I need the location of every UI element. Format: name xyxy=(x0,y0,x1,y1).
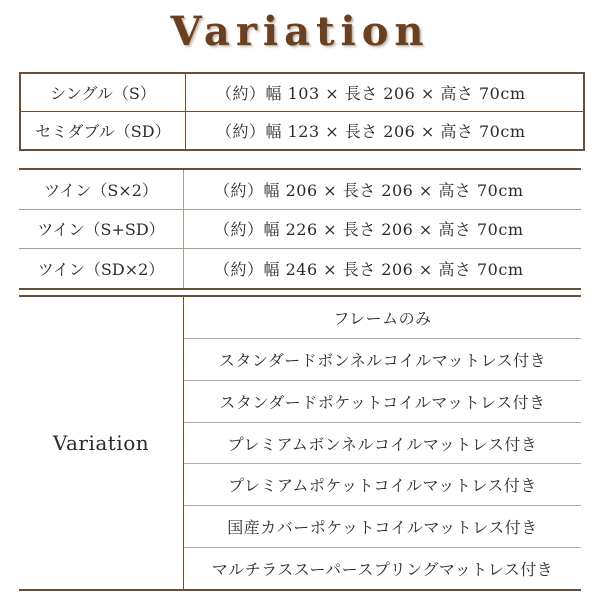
size-row xyxy=(19,248,581,288)
size-row xyxy=(21,111,583,149)
size-name: ツイン（SD×2） xyxy=(19,249,184,288)
size-row xyxy=(19,170,581,209)
variation-item: プレミアムポケットコイルマットレス付き xyxy=(184,463,581,505)
size-row xyxy=(19,209,581,249)
page-title: Variation xyxy=(170,8,430,55)
size-row xyxy=(21,74,583,111)
size-name: ツイン（S×2） xyxy=(19,170,184,209)
variation-item: フレームのみ xyxy=(333,308,432,328)
size-dimensions: （約）幅 206 × 長さ 206 × 高さ 70cm xyxy=(214,180,524,200)
variation-list xyxy=(184,297,581,589)
size-dimensions: （約）幅 226 × 長さ 206 × 高さ 70cm xyxy=(214,220,524,240)
variation-item: スタンダードポケットコイルマットレス付き xyxy=(184,380,581,422)
size-table-single xyxy=(19,72,585,151)
variation-table xyxy=(19,295,581,591)
variation-item: 国産カバーポケットコイルマットレス付き xyxy=(184,505,581,547)
size-name: セミダブル（SD） xyxy=(21,112,186,149)
variation-item: マルチラススーパースプリングマットレス付き xyxy=(184,547,581,589)
size-name: ツイン（S+SD） xyxy=(19,210,184,249)
size-name: シングル（S） xyxy=(21,74,186,111)
variation-label: Variation xyxy=(19,297,184,589)
variation-item: プレミアムボンネルコイルマットレス付き xyxy=(184,422,581,464)
size-dimensions: （約）幅 246 × 長さ 206 × 高さ 70cm xyxy=(214,259,524,279)
variation-item: スタンダードボンネルコイルマットレス付き xyxy=(184,338,581,380)
size-dimensions: （約）幅 123 × 長さ 206 × 高さ 70cm xyxy=(216,122,526,141)
size-dimensions: （約）幅 103 × 長さ 206 × 高さ 70cm xyxy=(216,84,526,103)
size-table-twin xyxy=(19,168,581,290)
